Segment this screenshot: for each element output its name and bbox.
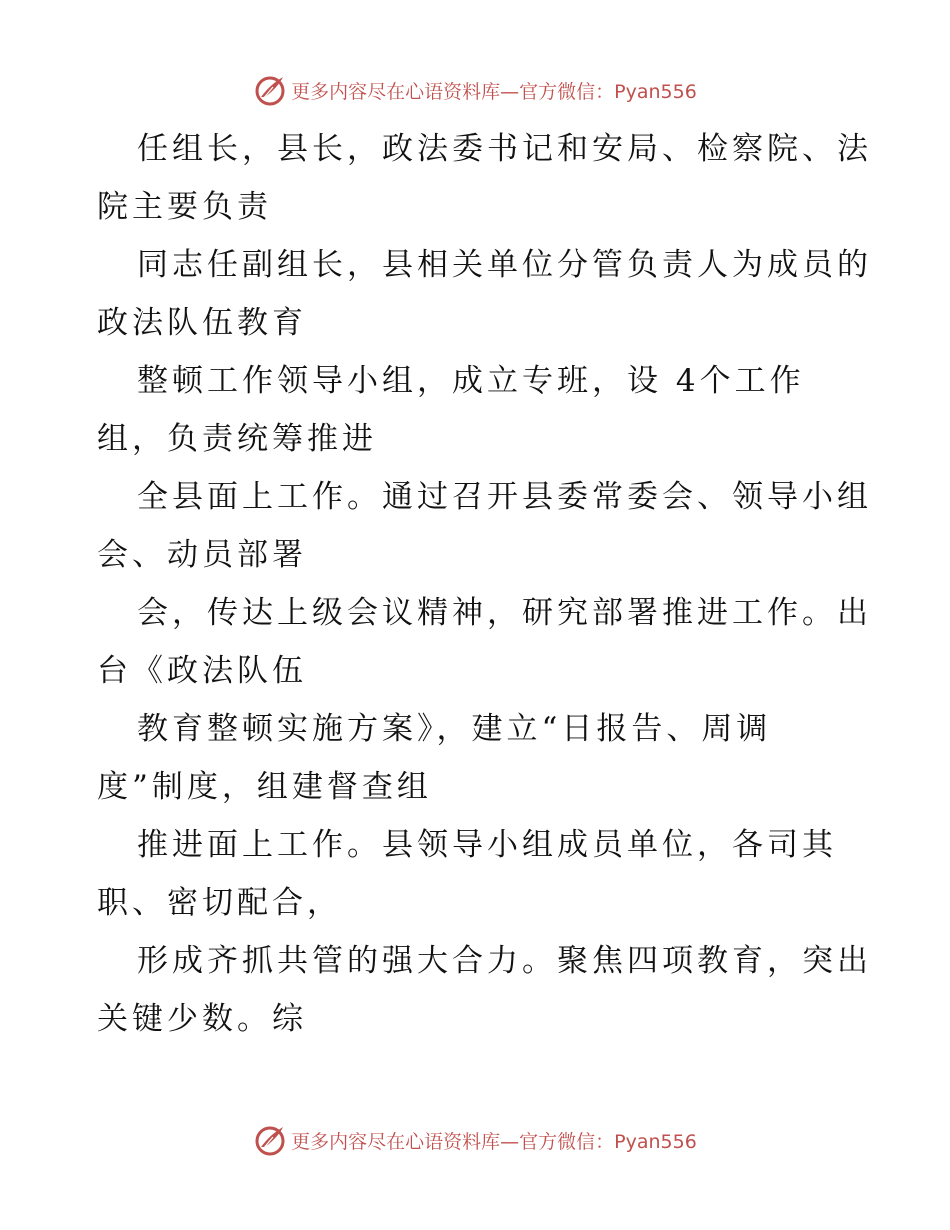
feather-pen-logo-icon (253, 1123, 287, 1157)
footer-banner-text: 更多内容尽在心语资料库—官方微信：Pyan556 (291, 1130, 697, 1153)
text-line: 形成齐抓共管的强大合力。聚焦四项教育，突出 (137, 943, 872, 979)
text-line: 教育整顿实施方案》，建立“日报告、周调 (137, 711, 772, 747)
text-line: 台《政法队伍 (97, 653, 307, 689)
header-banner-text: 更多内容尽在心语资料库—官方微信：Pyan556 (291, 80, 697, 103)
text-line: 同志任副组长，县相关单位分管负责人为成员的 (137, 247, 872, 283)
text-line: 职、密切配合， (97, 885, 342, 921)
header-banner (0, 70, 950, 110)
text-line: 组，负责统筹推进 (97, 421, 377, 457)
text-line: 关键少数。综 (97, 1001, 307, 1037)
text-line: 院主要负责 (97, 189, 272, 225)
feather-pen-logo-icon (253, 73, 287, 107)
text-line: 全县面上工作。通过召开县委常委会、领导小组 (137, 479, 872, 515)
header-wechat-id: Pyan556 (614, 80, 697, 103)
footer-banner (0, 1120, 950, 1160)
text-line: 会，传达上级会议精神，研究部署推进工作。出 (137, 595, 872, 631)
text-line: 任组长，县长，政法委书记和安局、检察院、法 (137, 131, 872, 167)
document-body (97, 120, 872, 1048)
text-line: 度”制度，组建督查组 (97, 769, 432, 805)
text-line: 推进面上工作。县领导小组成员单位，各司其 (137, 827, 837, 863)
text-line: 政法队伍教育 (97, 305, 307, 341)
footer-wechat-id: Pyan556 (614, 1130, 697, 1153)
text-line: 整顿工作领导小组，成立专班，设 4个工作 (137, 363, 805, 399)
text-line: 会、动员部署 (97, 537, 307, 573)
